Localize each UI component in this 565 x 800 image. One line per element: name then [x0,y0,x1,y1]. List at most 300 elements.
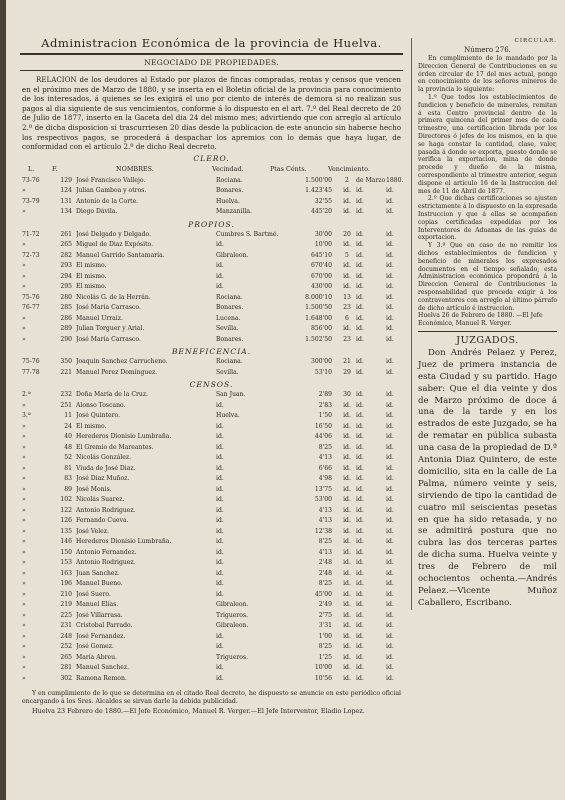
folio-cell: 286 [60,314,72,322]
year-cell: id. [386,335,394,343]
subtitle-rule [20,70,403,71]
lot-cell: » [22,485,26,493]
table-row [20,579,413,590]
residence-cell: Trigueros. [216,653,249,661]
table-row [20,432,413,443]
month-cell: id. [356,422,364,430]
month-cell: id. [356,496,364,504]
month-cell: id. [356,611,364,619]
table-row [20,485,413,496]
year-cell: id. [386,611,394,619]
name-cell: Antonio Rodriguez. [76,559,136,567]
lot-cell: » [22,314,26,322]
year-cell: id. [386,187,394,195]
circular-paragraph: 1.º Que todos los establecimientos de fundicion y beneficio de minerales, remitan á esta Centro provincial dentro de la primera quincena del primer mes de cada trimestre, una certificacion librada por los Directores ó jefes de los mismos, en la que se haga constar la cantidad, clase, valor, pasada á donde se exporta, puesto donde se verifica la exportacion, mina de donde procede y dueño de la misma, correspondiente al trimestre anterior, segun dispone el artículo 16 de la Instruccion del mes de 11 de Abril de 1877. [418,93,557,195]
name-cell: José Villarrasa. [76,611,123,619]
day-cell: id. [343,611,351,619]
residence-cell: Lucena. [216,314,241,322]
lot-cell: » [22,580,26,588]
year-cell: id. [386,283,394,291]
name-cell: José Suero. [76,590,111,598]
day-cell: id. [343,325,351,333]
year-cell: id. [386,569,394,577]
year-cell: id. [386,653,394,661]
month-cell: id. [356,454,364,462]
lot-cell: » [22,187,26,195]
folio-cell: 134 [60,208,72,216]
amount-cell: 13'75 [314,485,332,493]
residence-cell: id. [216,272,224,280]
month-cell: id. [356,412,364,420]
name-cell: Alonso Toscano. [76,401,126,409]
year-cell: id. [386,475,394,483]
day-cell: id. [343,496,351,504]
name-cell: Herederos Dionisio Lumbraña. [76,538,172,546]
amount-cell: 30'00 [314,230,332,238]
amount-cell: 300'00 [310,358,332,366]
amount-cell: 1'25 [318,653,332,661]
folio-cell: 252 [60,643,72,651]
folio-cell: 131 [60,197,72,205]
month-cell: id. [356,548,364,556]
day-cell: id. [343,580,351,588]
amount-cell: 1.502'50 [305,335,332,343]
day-cell: id. [343,272,351,280]
day-cell: id. [343,622,351,630]
residence-cell: id. [216,559,224,567]
column-header-names: NOMBRES. [116,164,154,173]
lot-cell: » [22,569,26,577]
residence-cell: id. [216,664,224,672]
right-column [411,38,557,610]
folio-cell: 219 [60,601,72,609]
table-row [20,443,413,454]
residence-cell: Gibraleon. [216,251,249,259]
residence-cell: id. [216,517,224,525]
month-cell: id. [356,251,364,259]
residence-cell: Trigueros. [216,611,249,619]
amount-cell: 4'13 [318,506,332,514]
amount-cell: 670'40 [310,262,332,270]
day-cell: id. [343,664,351,672]
month-cell: id. [356,401,364,409]
name-cell: José Francisco Vallejo. [76,176,146,184]
amount-cell: 32'55 [314,197,332,205]
lot-cell: » [22,653,26,661]
name-cell: Joaquin Sanchez Carrucheno. [76,358,168,366]
lot-cell: » [22,559,26,567]
day-cell: id. [343,197,351,205]
amount-cell: 2'75 [318,611,332,619]
month-cell: id. [356,335,364,343]
day-cell: id. [343,548,351,556]
name-cell: El mismo. [76,272,107,280]
folio-cell: 124 [60,187,72,195]
folio-cell: 129 [60,176,72,184]
table-row [20,197,413,208]
table-row [20,411,413,422]
month-cell: id. [356,622,364,630]
table-row [20,590,413,601]
name-cell: Doña María de la Cruz. [76,391,148,399]
residence-cell: id. [216,475,224,483]
name-cell: José Velez. [76,527,109,535]
lot-cell: » [22,643,26,651]
folio-cell: 153 [60,559,72,567]
month-cell: id. [356,506,364,514]
name-cell: Julian Gamboa y otros. [76,187,147,195]
folio-cell: 289 [60,325,72,333]
name-cell: Antonio Fernandez. [76,548,137,556]
day-cell: id. [343,674,351,682]
lot-cell: 76-77 [22,304,40,312]
name-cell: José Delgado y Delgado. [76,230,152,238]
residence-cell: id. [216,283,224,291]
residence-cell: id. [216,262,224,270]
amount-cell: 430'00 [310,283,332,291]
month-cell: id. [356,538,364,546]
circular-paragraph: En cumplimiento de lo mandado por la Direccion General de Contribuciones en su órden circular de 17 del mes actual, pongo en conocimiento de los señores mineros de la provincia lo siguiente: [418,55,557,94]
day-cell: id. [343,241,351,249]
residence-cell: id. [216,241,224,249]
year-cell: id. [386,538,394,546]
folio-cell: 295 [60,283,72,291]
lot-cell: » [22,674,26,682]
day-cell: 30 [343,391,351,399]
folio-cell: 40 [64,433,72,441]
column-header-ptas: Ptas Cénts. [270,164,307,173]
month-cell: id. [356,653,364,661]
residence-cell: Gibraleon. [216,622,249,630]
lot-cell: » [22,335,26,343]
amount-cell: 1.423'45 [305,187,332,195]
page-title: Administracion Económica de la provincia de Huelva. [41,36,382,50]
amount-cell: 53'00 [314,496,332,504]
table-row [20,186,413,197]
year-cell: id. [386,251,394,259]
debtor-table [20,357,413,378]
amount-cell: 4'13 [318,454,332,462]
column-header-f: F. [52,164,58,173]
table-row [20,272,413,283]
residence-cell: Sevilla. [216,325,239,333]
folio-cell: 146 [60,538,72,546]
lot-cell: » [22,325,26,333]
amount-cell: 1.500'50 [305,304,332,312]
residence-cell: Huelva. [216,412,240,420]
year-cell: id. [386,272,394,280]
amount-cell: 8'25 [318,538,332,546]
amount-cell: 1'00 [318,632,332,640]
month-cell: id. [356,475,364,483]
amount-cell: 856'00 [310,325,332,333]
name-cell: Antonio de la Corte. [76,197,139,205]
amount-cell: 670'00 [310,272,332,280]
day-cell: id. [343,187,351,195]
year-cell: id. [386,601,394,609]
residence-cell: id. [216,443,224,451]
lot-cell: » [22,283,26,291]
lot-cell: » [22,475,26,483]
amount-cell: 2'48 [318,559,332,567]
table-row [20,324,413,335]
lot-cell: » [22,272,26,280]
folio-cell: 225 [60,611,72,619]
year-cell: id. [386,358,394,366]
year-cell: id. [386,304,394,312]
month-cell: id. [356,443,364,451]
name-cell: José Diaz Muñoz. [76,475,130,483]
residence-cell: id. [216,548,224,556]
day-cell: 2 [345,176,349,184]
year-cell: id. [386,325,394,333]
day-cell: id. [343,517,351,525]
table-row [20,495,413,506]
day-cell: id. [343,283,351,291]
year-cell: id. [386,464,394,472]
year-cell: id. [386,580,394,588]
residence-cell: Cumbres S. Bartmé. [216,230,279,238]
month-cell: id. [356,358,364,366]
folio-cell: 265 [60,241,72,249]
table-row [20,230,413,241]
residence-cell: id. [216,569,224,577]
day-cell: id. [343,569,351,577]
residence-cell: Bonares. [216,187,244,195]
year-cell: id. [386,664,394,672]
table-row [20,474,413,485]
month-cell: id. [356,197,364,205]
day-cell: 23 [343,304,351,312]
year-cell: id. [386,454,394,462]
folio-cell: 281 [60,664,72,672]
month-cell: id. [356,230,364,238]
day-cell: id. [343,485,351,493]
juzgados-rule [418,331,557,332]
year-cell: id. [386,422,394,430]
month-cell: id. [356,464,364,472]
department-heading: NEGOCIADO DE PROPIEDADES. [144,58,279,67]
month-cell: id. [356,293,364,301]
residence-cell: Bonares. [216,304,244,312]
folio-cell: 282 [60,251,72,259]
table-row [20,537,413,548]
table-row [20,368,413,379]
name-cell: Ramona Remon. [76,674,127,682]
residence-cell: id. [216,527,224,535]
day-cell: id. [343,538,351,546]
folio-cell: 285 [60,304,72,312]
lot-cell: » [22,506,26,514]
folio-cell: 89 [64,485,72,493]
amount-cell: 6'66 [318,464,332,472]
folio-cell: 11 [64,412,72,420]
amount-cell: 10'00 [314,241,332,249]
amount-cell: 445'20 [310,208,332,216]
name-cell: Nicolás G. de la Herrán. [76,293,151,301]
month-cell: id. [356,485,364,493]
debtor-table [20,176,413,218]
year-cell: id. [386,527,394,535]
month-cell: id. [356,590,364,598]
residence-cell: id. [216,674,224,682]
name-cell: José María Carrasco. [76,304,141,312]
year-cell: id. [386,230,394,238]
day-cell: id. [343,412,351,420]
column-header-venc: Vencimiento. [328,164,370,173]
year-cell: id. [386,643,394,651]
lot-cell: » [22,262,26,270]
column-header-l: L. [28,164,35,173]
table-row [20,335,413,346]
year-cell: id. [386,674,394,682]
folio-cell: 163 [60,569,72,577]
column-header-vecindad: Vecindad. [212,164,244,173]
name-cell: María Abreu. [76,653,117,661]
table-row [20,401,413,412]
day-cell: id. [343,601,351,609]
table-row [20,632,413,643]
year-cell: id. [386,622,394,630]
month-cell: id. [356,262,364,270]
table-row [20,653,413,664]
lot-cell: 2.ª [22,391,31,399]
amount-cell: 10'56 [314,674,332,682]
folio-cell: 81 [64,464,72,472]
folio-cell: 261 [60,230,72,238]
year-cell: id. [386,293,394,301]
table-row [20,600,413,611]
name-cell: Cristobal Parrado. [76,622,133,630]
amount-cell: 3'31 [318,622,332,630]
amount-cell: 8.000'10 [305,293,332,301]
name-cell: El Gremio de Mareantes. [76,443,154,451]
lot-cell: » [22,527,26,535]
name-cell: El mismo. [76,283,107,291]
month-cell: id. [356,433,364,441]
folio-cell: 293 [60,262,72,270]
folio-cell: 196 [60,580,72,588]
day-cell: id. [343,506,351,514]
year-cell: id. [386,496,394,504]
table-row [20,642,413,653]
lot-cell: » [22,464,26,472]
year-cell: id. [386,208,394,216]
table-row [20,548,413,559]
name-cell: Juan Sanchez. [76,569,120,577]
table-row [20,261,413,272]
year-cell: id. [386,241,394,249]
month-cell: id. [356,569,364,577]
lot-cell: » [22,622,26,630]
residence-cell: id. [216,422,224,430]
name-cell: Antonio Rodriguez. [76,506,136,514]
day-cell: id. [343,464,351,472]
amount-cell: 4'13 [318,517,332,525]
footnote: Y en cumplimiento de lo que se determina en el citado Real decreto, he dispuesto se anuncie en este periódico oficial encargando á los Sres. Alcaldes se sirvan darle la debida publicidad. [22,690,401,706]
month-cell: id. [356,368,364,376]
residence-cell: id. [216,464,224,472]
lot-cell: » [22,241,26,249]
day-cell: id. [343,443,351,451]
month-cell: id. [356,187,364,195]
amount-cell: 8'25 [318,580,332,588]
table-row [20,422,413,433]
folio-cell: 251 [60,401,72,409]
circular-paragraph: 2.º Que dichas certificaciones se ajusten estrictamente á lo dispuesto en la expresada Instruccion y que á ellas se acompañen copias certificadas expedidas por los Interventores de Aduanas de las guias de exportacion. [418,195,557,242]
day-cell: id. [343,527,351,535]
table-row [20,527,413,538]
residence-cell: Bonares. [216,335,244,343]
amount-cell: 1.648'00 [305,314,332,322]
lot-cell: 3.ª [22,412,31,420]
month-cell: id. [356,272,364,280]
table-row [20,390,413,401]
day-cell: 21 [343,358,351,366]
year-cell: id. [386,559,394,567]
month-cell: id. [356,391,364,399]
table-row [20,516,413,527]
lot-cell: » [22,401,26,409]
lot-cell: 73-79 [22,197,40,205]
table-row [20,558,413,569]
debtors-list [20,154,403,685]
lot-cell: » [22,611,26,619]
residence-cell: Rociana. [216,293,243,301]
folio-cell: 135 [60,527,72,535]
amount-cell: 4'98 [318,475,332,483]
year-cell: id. [386,412,394,420]
day-cell: id. [343,401,351,409]
residence-cell: Rociana. [216,358,243,366]
month-cell: id. [356,517,364,525]
juzgados-title: JUZGADOS. [456,334,519,346]
debtor-table [20,390,413,684]
amount-cell: 53'10 [314,368,332,376]
table-row [20,506,413,517]
folio-cell: 232 [60,391,72,399]
amount-cell: 8'25 [318,643,332,651]
amount-cell: 45'00 [314,590,332,598]
residence-cell: id. [216,401,224,409]
name-cell: Manuel Garrido Santamaría. [76,251,165,259]
month-cell: id. [356,601,364,609]
lot-cell: » [22,601,26,609]
folio-cell: 350 [60,358,72,366]
table-row [20,293,413,304]
month-cell: id. [356,580,364,588]
residence-cell: id. [216,580,224,588]
circular-paragraph: Y 3.º Que en caso de no remitir los dichos establecimientos de fundicion y beneficio de minerales los expresados documentos en el tiempo señalado, esta Administracion económica propondrá á la Direccion General de Contribuciones la responsabilidad que proceda exigir á los contraventores con arreglo al último párrafo de dicho artículo é instruccion. [418,242,557,312]
amount-cell: 645'10 [310,251,332,259]
circular-number: Número 276. [464,46,511,54]
folio-cell: 290 [60,335,72,343]
lot-cell: 73-76 [22,176,40,184]
day-cell: 23 [343,335,351,343]
residence-cell: Sevilla. [216,368,239,376]
lot-cell: » [22,208,26,216]
month-cell: id. [356,283,364,291]
name-cell: José Gomez. [76,643,114,651]
name-cell: Julian Torguer y Arial. [76,325,145,333]
lot-cell: 75-76 [22,293,40,301]
name-cell: Manuel Elías. [76,601,119,609]
year-cell: id. [386,391,394,399]
month-cell: de Marzo [356,176,386,184]
residence-cell: Huelva. [216,197,240,205]
folio-cell: 210 [60,590,72,598]
section-heading: BENEFICENCIA. [171,347,252,357]
